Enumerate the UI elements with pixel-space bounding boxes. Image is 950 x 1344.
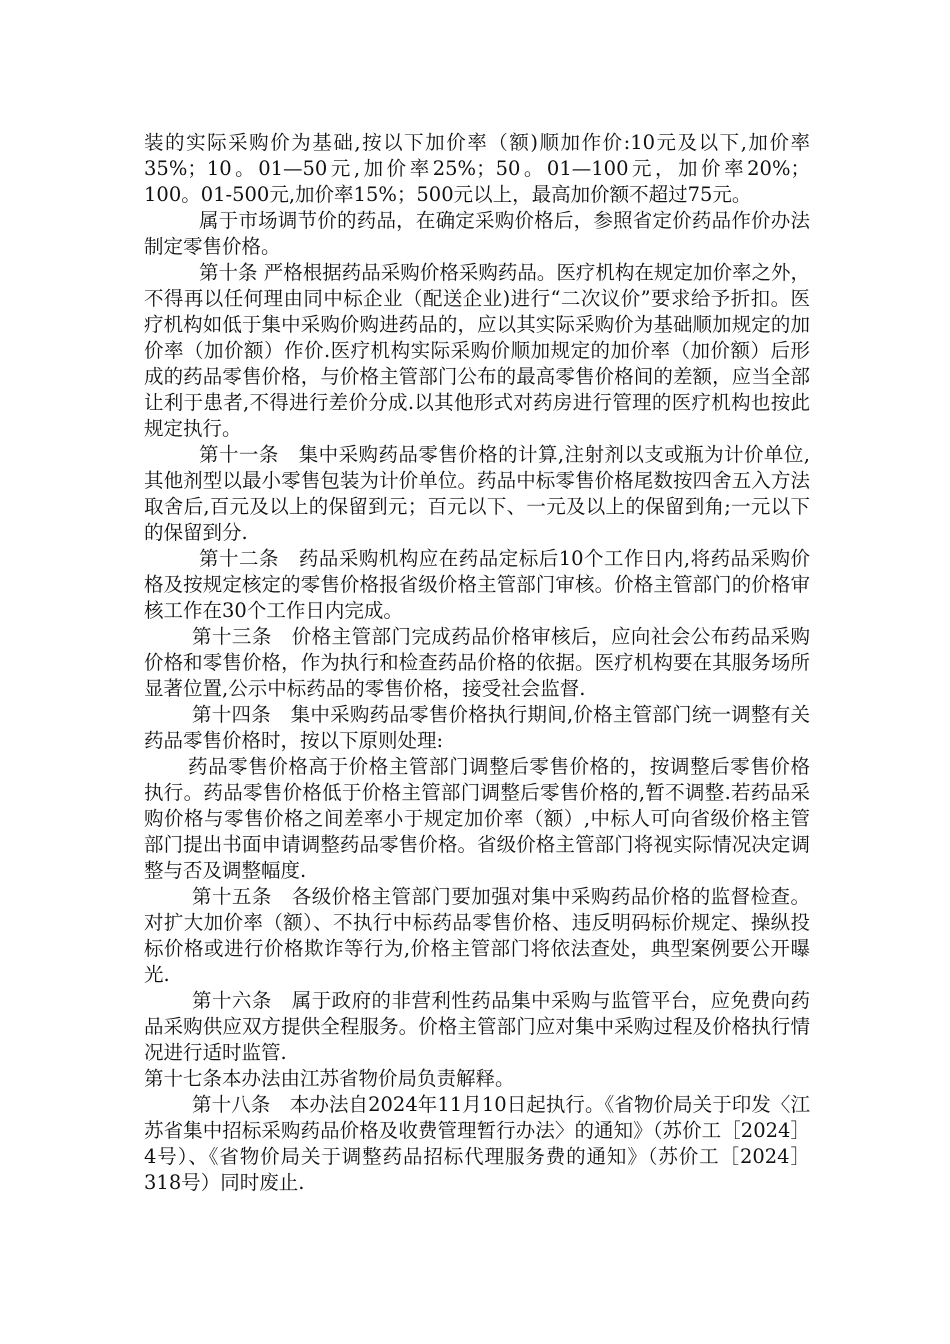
paragraph-market-price: 属于市场调节价的药品，在确定采购价格后，参照省定价药品作价办法制定零售价格。: [144, 209, 810, 258]
paragraph-article-15: 第十五条 各级价格主管部门要加强对集中采购药品价格的监督检查。对扩大加价率（额）、不执行中标药品零售价格、违反明码标价规定、操纵投标价格或进行价格欺诈等行为,价格主管部门将依法查处，典型案例要公开曝光.: [144, 885, 810, 986]
paragraph-article-14: 第十四条 集中采购药品零售价格执行期间,价格主管部门统一调整有关药品零售价格时，按以下原则处理:: [144, 703, 810, 752]
paragraph-article-12: 第十二条 药品采购机构应在药品定标后10个工作日内,将药品采购价格及按规定核定的零售价格报省级价格主管部门审核。价格主管部门的价格审核工作在30个工作日内完成。: [144, 547, 810, 622]
paragraph-article-18: 第十八条 本办法自2024年11月10日起执行。《省物价局关于印发〈江苏省集中招标采购药品价格及收费管理暂行办法〉的通知》（苏价工［2024］4号）、《省物价局关于调整药品招标代理服务费的通知》（苏价工［2024］318号）同时废止.: [144, 1093, 810, 1194]
paragraph-article-14-detail: 药品零售价格高于价格主管部门调整后零售价格的，按调整后零售价格执行。药品零售价格低于价格主管部门调整后零售价格的,暂不调整.若药品采购价格与零售价格之间差率小于规定加价率（额）,中标人可向省级价格主管部门提出书面申请调整药品零售价格。省级价格主管部门将视实际情况决定调整与否及调整幅度.: [144, 755, 810, 882]
paragraph-article-11: 第十一条 集中采购药品零售价格的计算,注射剂以支或瓶为计价单位,其他剂型以最小零售包装为计价单位。药品中标零售价格尾数按四舍五入方法取舍后,百元及以上的保留到元；百元以下、一元及以上的保留到角;一元以下的保留到分.: [144, 443, 810, 544]
paragraph-article-13: 第十三条 价格主管部门完成药品价格审核后，应向社会公布药品采购价格和零售价格，作为执行和检查药品价格的依据。医疗机构要在其服务场所显著位置,公示中标药品的零售价格，接受社会监督.: [144, 625, 810, 700]
paragraph-markup-rates: 装的实际采购价为基础,按以下加价率（额)顺加作价:10元及以下,加价率35%；10。01—50元,加价率25%；50。01—100元，加价率20%；100。01-500元,加价率15%；500元以上，最高加价额不超过75元。: [144, 131, 810, 206]
paragraph-article-16: 第十六条 属于政府的非营利性药品集中采购与监管平台，应免费向药品采购供应双方提供全程服务。价格主管部门应对集中采购过程及价格执行情况进行适时监管.: [144, 989, 810, 1064]
paragraph-article-10: 第十条 严格根据药品采购价格采购药品。医疗机构在规定加价率之外，不得再以任何理由同中标企业（配送企业)进行“二次议价”要求给予折扣。医疗机构如低于集中采购价购进药品的，应以其实际采购价为基础顺加规定的加价率（加价额）作价.医疗机构实际采购价顺加规定的加价率（加价额）后形成的药品零售价格，与价格主管部门公布的最高零售价格间的差额，应当全部让利于患者,不得进行差价分成.以其他形式对药房进行管理的医疗机构也按此规定执行。: [144, 261, 810, 440]
paragraph-article-17: 第十七条本办法由江苏省物价局负责解释。: [144, 1067, 515, 1090]
document-body: [144, 130, 810, 1196]
